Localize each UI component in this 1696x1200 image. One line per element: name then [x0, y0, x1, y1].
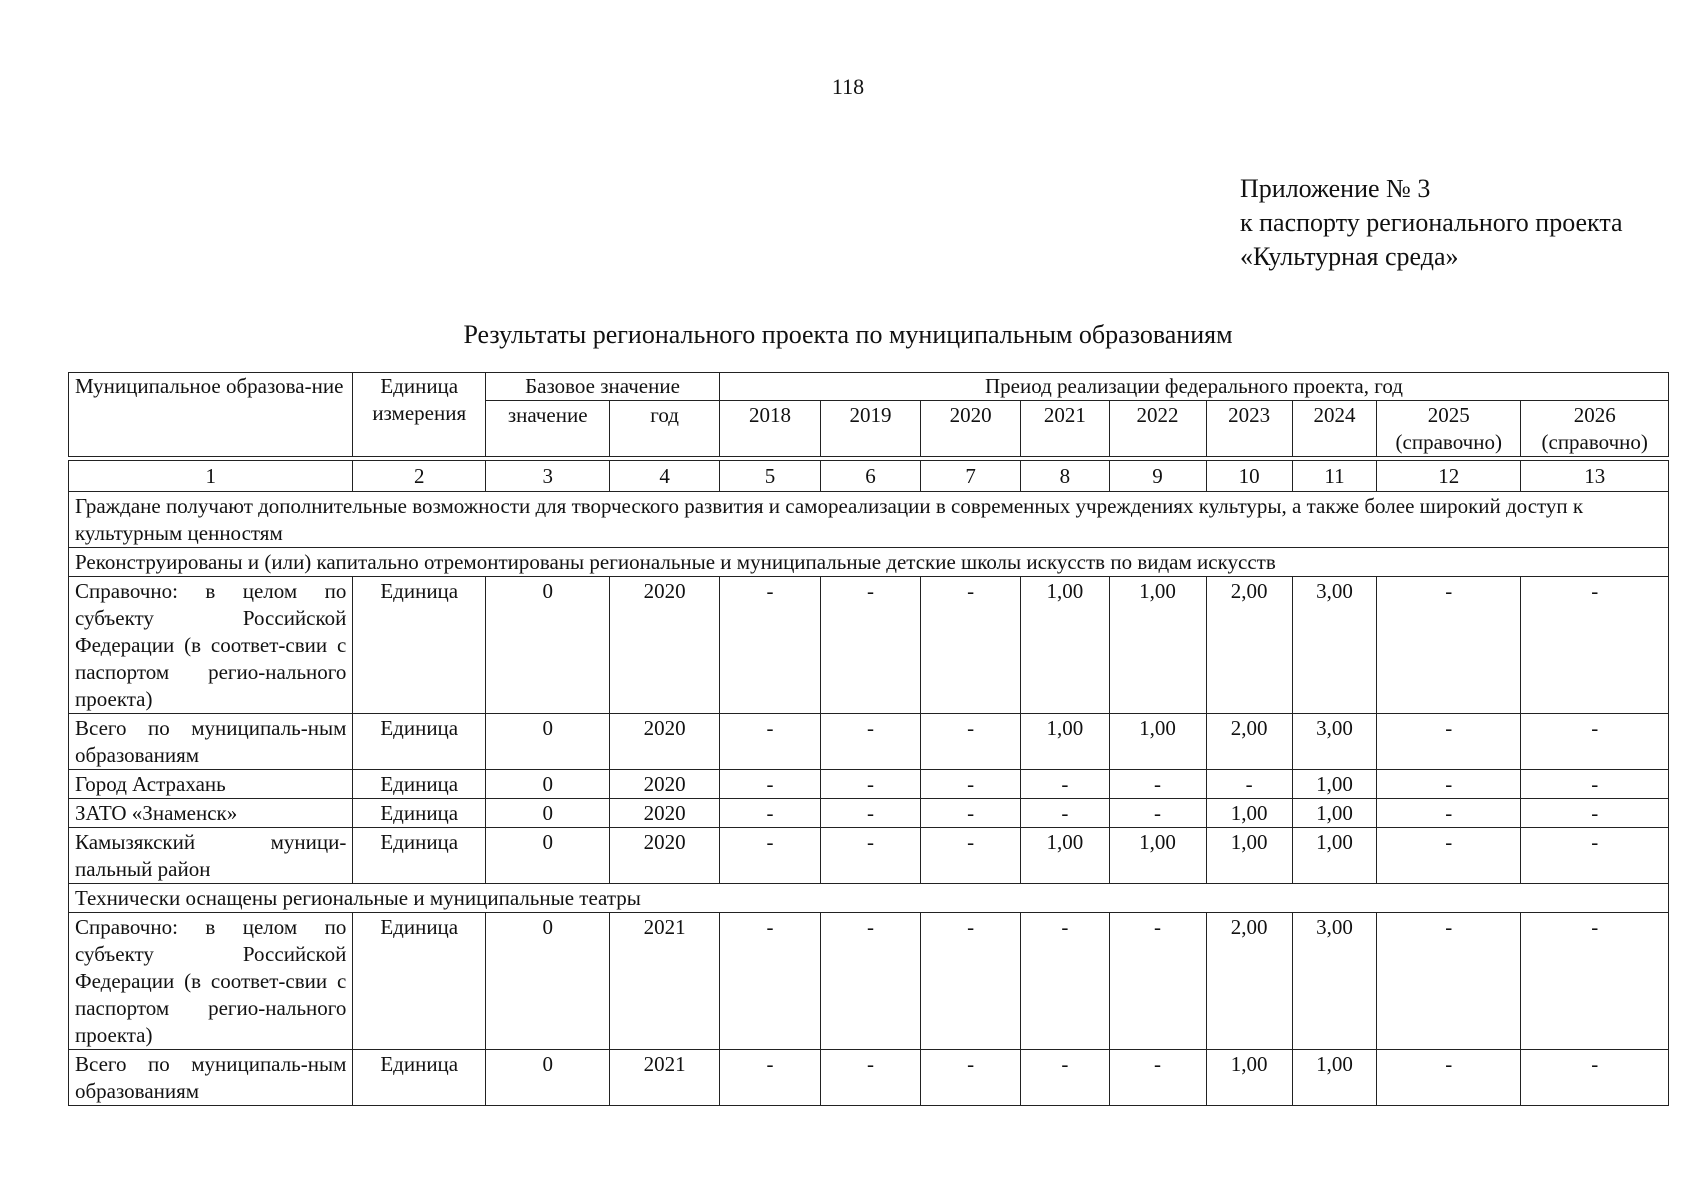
base-value-cell: 0: [486, 577, 610, 714]
header-base-year: год: [610, 401, 720, 457]
year-value-cell: 3,00: [1292, 913, 1376, 1050]
year-value-cell: -: [1521, 714, 1669, 770]
year-value-cell: 1,00: [1206, 799, 1292, 828]
year-value-cell: -: [921, 828, 1021, 884]
base-value-cell: 0: [486, 799, 610, 828]
year-value-cell: 1,00: [1206, 828, 1292, 884]
header-year: 2023: [1206, 401, 1292, 457]
year-value-cell: -: [921, 714, 1021, 770]
year-value-cell: 3,00: [1292, 714, 1376, 770]
year-value-cell: 1,00: [1021, 828, 1109, 884]
unit-cell: Единица: [353, 1050, 486, 1106]
base-year-cell: 2020: [610, 714, 720, 770]
year-value-cell: -: [1521, 828, 1669, 884]
year-value-cell: 2,00: [1206, 913, 1292, 1050]
year-value-cell: -: [1021, 913, 1109, 1050]
header-year: 2018: [719, 401, 820, 457]
unit-cell: Единица: [353, 799, 486, 828]
base-year-cell: 2020: [610, 577, 720, 714]
header-year: 2020: [921, 401, 1021, 457]
table-row: [69, 770, 1669, 799]
table-row: [69, 828, 1669, 884]
column-number: 4: [610, 461, 720, 492]
year-value-cell: -: [821, 577, 921, 714]
year-value-cell: 1,00: [1292, 770, 1376, 799]
table-row: [69, 714, 1669, 770]
year-value-cell: -: [1021, 799, 1109, 828]
year-value-cell: 2,00: [1206, 714, 1292, 770]
header-unit: Единица измерения: [353, 373, 486, 457]
column-number: 5: [719, 461, 820, 492]
municipality-name: Справочно: в целом по субъекту Российской Федерации (в соответ-свии с паспортом регио-нального проекта): [69, 577, 353, 714]
year-value-cell: -: [719, 770, 820, 799]
base-year-cell: 2020: [610, 799, 720, 828]
year-value-cell: -: [719, 714, 820, 770]
appendix-note: [1240, 172, 1623, 274]
year-value-cell: -: [719, 799, 820, 828]
year-value-cell: -: [1021, 770, 1109, 799]
header-base-value: значение: [486, 401, 610, 457]
column-number: 9: [1109, 461, 1206, 492]
year-value-cell: -: [1109, 799, 1206, 828]
year-value-cell: 1,00: [1292, 1050, 1376, 1106]
municipality-name: Камызякский муници-пальный район: [69, 828, 353, 884]
year-value-cell: -: [821, 714, 921, 770]
unit-cell: Единица: [353, 770, 486, 799]
table-body: [69, 373, 1669, 1106]
base-year-cell: 2020: [610, 828, 720, 884]
year-value-cell: 1,00: [1292, 799, 1376, 828]
year-value-cell: -: [1377, 799, 1521, 828]
year-value-cell: -: [821, 770, 921, 799]
header-year: 2021: [1021, 401, 1109, 457]
municipality-name: Город Астрахань: [69, 770, 353, 799]
year-value-cell: 1,00: [1109, 714, 1206, 770]
year-value-cell: -: [1021, 1050, 1109, 1106]
header-base: Базовое значение: [486, 373, 720, 401]
base-value-cell: 0: [486, 1050, 610, 1106]
municipality-name: ЗАТО «Знаменск»: [69, 799, 353, 828]
year-value-cell: 1,00: [1021, 577, 1109, 714]
goal-row: [69, 492, 1669, 548]
municipality-name: Всего по муниципаль-ным образованиям: [69, 714, 353, 770]
document-title: Результаты регионального проекта по муниципальным образованиям: [463, 320, 1233, 349]
column-number: 8: [1021, 461, 1109, 492]
column-number: 11: [1292, 461, 1376, 492]
appendix-line-1: Приложение № 3: [1240, 174, 1431, 203]
header-year: 2024: [1292, 401, 1376, 457]
year-value-cell: 1,00: [1206, 1050, 1292, 1106]
header-year: 2025 (справочно): [1377, 401, 1521, 457]
header-period: Преиод реализации федерального проекта, год: [719, 373, 1668, 401]
year-value-cell: -: [1521, 799, 1669, 828]
year-value-cell: -: [821, 799, 921, 828]
year-value-cell: -: [1109, 913, 1206, 1050]
base-year-cell: 2020: [610, 770, 720, 799]
year-value-cell: -: [1109, 1050, 1206, 1106]
year-value-cell: -: [921, 913, 1021, 1050]
column-number: 12: [1377, 461, 1521, 492]
year-value-cell: 2,00: [1206, 577, 1292, 714]
table-row: [69, 913, 1669, 1050]
unit-cell: Единица: [353, 913, 486, 1050]
year-value-cell: -: [719, 828, 820, 884]
section-title: Реконструированы и (или) капитально отремонтированы региональные и муниципальные детские школы искусств по видам искусств: [69, 548, 1669, 577]
unit-cell: Единица: [353, 577, 486, 714]
year-value-cell: -: [1521, 913, 1669, 1050]
column-number: 6: [821, 461, 921, 492]
header-municipality: Муниципальное образова-ние: [69, 373, 353, 457]
section-row: [69, 548, 1669, 577]
year-value-cell: -: [1521, 577, 1669, 714]
year-value-cell: -: [719, 913, 820, 1050]
unit-cell: Единица: [353, 828, 486, 884]
year-value-cell: 1,00: [1109, 828, 1206, 884]
section-row: [69, 884, 1669, 913]
column-number: 1: [69, 461, 353, 492]
base-value-cell: 0: [486, 770, 610, 799]
base-value-cell: 0: [486, 828, 610, 884]
appendix-line-2: к паспорту регионального проекта: [1240, 208, 1623, 237]
year-value-cell: -: [821, 913, 921, 1050]
column-number: 13: [1521, 461, 1669, 492]
base-value-cell: 0: [486, 714, 610, 770]
column-number: 3: [486, 461, 610, 492]
year-value-cell: -: [921, 799, 1021, 828]
year-value-cell: -: [1109, 770, 1206, 799]
year-value-cell: -: [1377, 828, 1521, 884]
year-value-cell: -: [1206, 770, 1292, 799]
year-value-cell: -: [1377, 913, 1521, 1050]
year-value-cell: -: [1377, 714, 1521, 770]
year-value-cell: -: [719, 577, 820, 714]
year-value-cell: -: [1521, 770, 1669, 799]
column-number: 10: [1206, 461, 1292, 492]
year-value-cell: -: [1377, 1050, 1521, 1106]
column-number: 2: [353, 461, 486, 492]
page-number: 118: [831, 74, 865, 99]
section-title: Технически оснащены региональные и муниципальные театры: [69, 884, 1669, 913]
table-row: [69, 1050, 1669, 1106]
year-value-cell: -: [1521, 1050, 1669, 1106]
year-value-cell: -: [821, 828, 921, 884]
year-value-cell: -: [821, 1050, 921, 1106]
municipality-name: Всего по муниципаль-ным образованиям: [69, 1050, 353, 1106]
header-row-1: [69, 373, 1669, 401]
base-year-cell: 2021: [610, 1050, 720, 1106]
municipality-name: Справочно: в целом по субъекту Российской Федерации (в соответ-свии с паспортом регио-нального проекта): [69, 913, 353, 1050]
year-value-cell: 1,00: [1292, 828, 1376, 884]
table-row: [69, 577, 1669, 714]
goal-text: Граждане получают дополнительные возможности для творческого развития и самореализации в современных учреждениях культуры, а также более широкий доступ к культурным ценностям: [69, 492, 1669, 548]
year-value-cell: -: [719, 1050, 820, 1106]
year-value-cell: 3,00: [1292, 577, 1376, 714]
header-year: 2022: [1109, 401, 1206, 457]
year-value-cell: -: [1377, 770, 1521, 799]
base-value-cell: 0: [486, 913, 610, 1050]
year-value-cell: -: [921, 1050, 1021, 1106]
unit-cell: Единица: [353, 714, 486, 770]
year-value-cell: 1,00: [1109, 577, 1206, 714]
base-year-cell: 2021: [610, 913, 720, 1050]
year-value-cell: -: [1377, 577, 1521, 714]
column-number-row: [69, 461, 1669, 492]
year-value-cell: 1,00: [1021, 714, 1109, 770]
results-table: [68, 372, 1669, 1106]
column-number: 7: [921, 461, 1021, 492]
header-year: 2026 (справочно): [1521, 401, 1669, 457]
year-value-cell: -: [921, 770, 1021, 799]
table-row: [69, 799, 1669, 828]
header-year: 2019: [821, 401, 921, 457]
year-value-cell: -: [921, 577, 1021, 714]
appendix-line-3: «Культурная среда»: [1240, 242, 1459, 271]
